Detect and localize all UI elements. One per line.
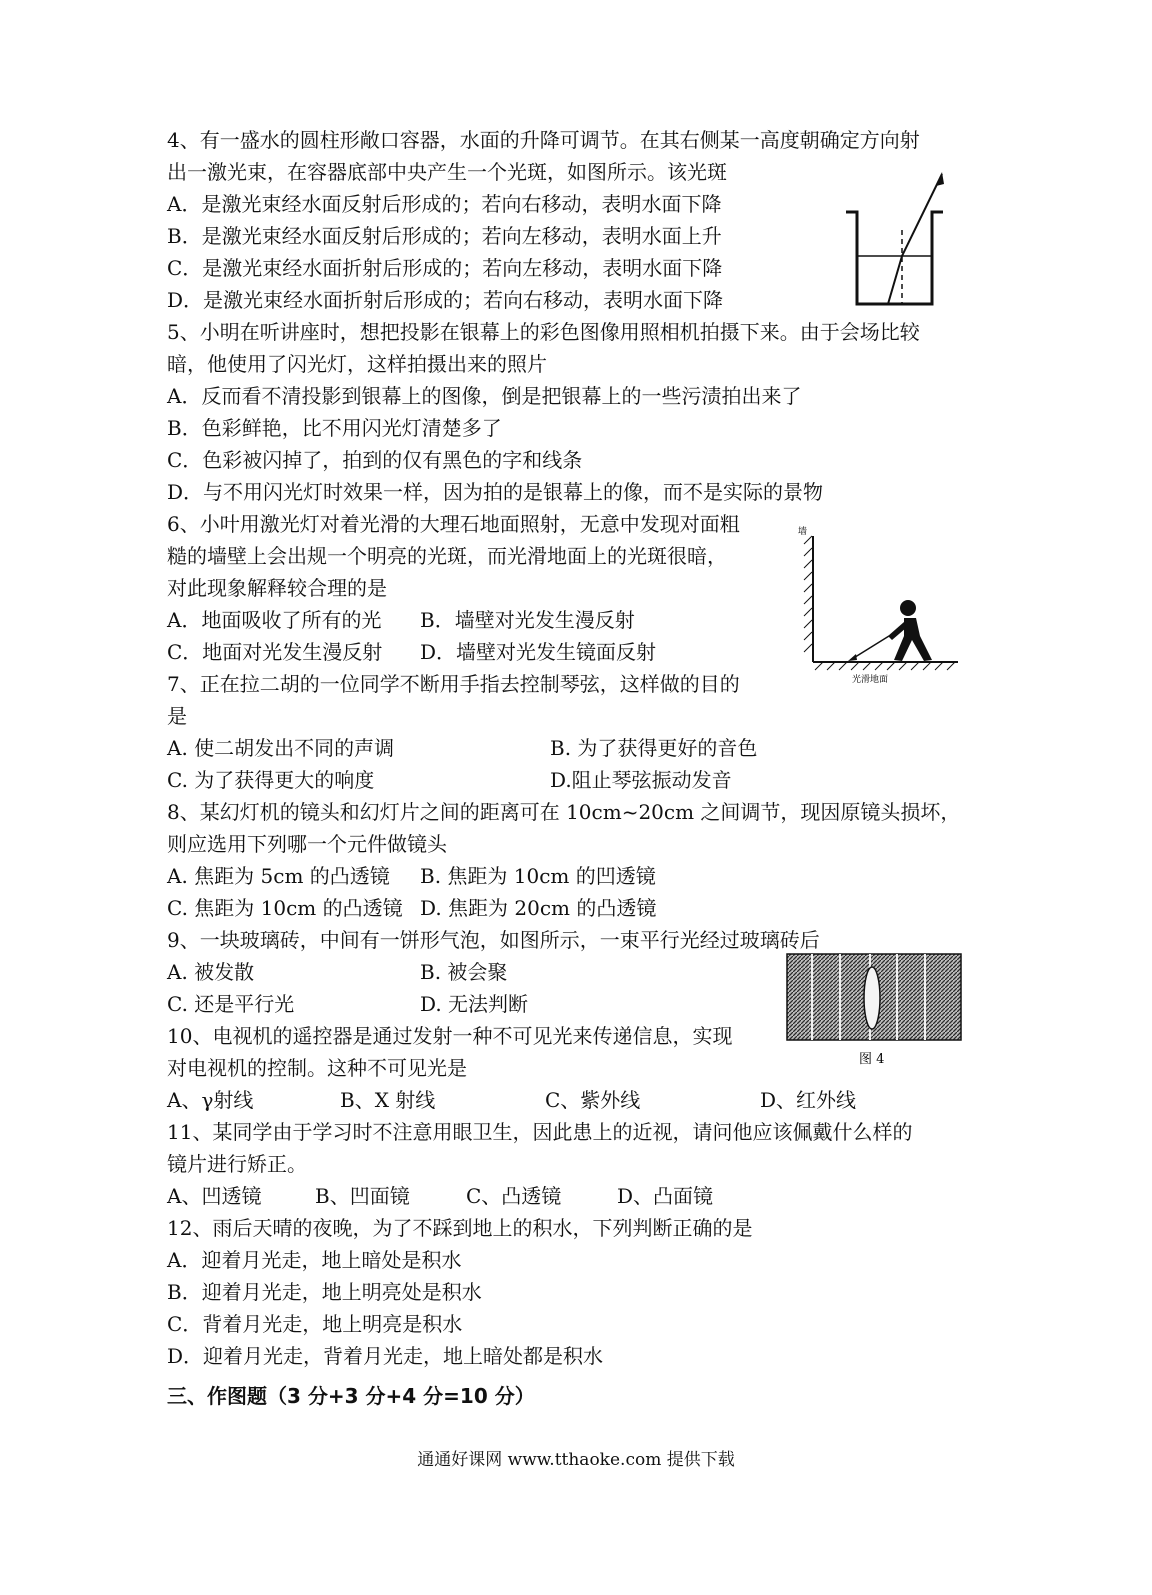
q11-option-b: B、凹面镜 [315,1184,410,1208]
q8-option-a: A. 焦距为 5cm 的凸透镜 [167,864,390,888]
q6-option-a: A．地面吸收了所有的光 [167,608,382,632]
q8-stem-line2: 则应选用下列哪一个元件做镜头 [167,832,447,856]
q7-option-a: A. 使二胡发出不同的声调 [167,736,395,760]
q8-stem-line1: 8、某幻灯机的镜头和幻灯片之间的距离可在 10cm~20cm 之间调节，现因原镜头损坏， [167,800,961,824]
q4-option-c: C．是激光束经水面折射后形成的；若向左移动，表明水面下降 [167,256,723,280]
q10-option-c: C、紫外线 [545,1088,641,1112]
q9-option-d: D. 无法判断 [420,992,529,1016]
q7-stem-line2: 是 [167,704,187,728]
q6-option-d: D．墙壁对光发生镜面反射 [420,640,657,664]
q10-option-b: B、X 射线 [340,1088,436,1112]
q7-stem-line1: 7、正在拉二胡的一位同学不断用手指去控制琴弦，这样做的目的 [167,672,740,696]
q9-figure-label: 图 4 [859,1052,885,1067]
q6-stem-line3: 对此现象解释较合理的是 [167,576,387,600]
q4-option-a: A．是激光束经水面反射后形成的；若向右移动，表明水面下降 [167,192,722,216]
q9-glass-brick-figure [785,952,965,1070]
q9-option-a: A. 被发散 [167,960,255,984]
q4-stem-line1: 4、有一盛水的圆柱形敞口容器，水面的升降可调节。在其右侧某一高度朝确定方向射 [167,128,920,152]
q6-wall-floor-figure [790,522,960,687]
q11-stem-line1: 11、某同学由于学习时不注意用眼卫生，因此患上的近视，请问他应该佩戴什么样的 [167,1120,913,1144]
q5-stem-line1: 5、小明在听讲座时，想把投影在银幕上的彩色图像用照相机拍摄下来。由于会场比较 [167,320,920,344]
q6-figure-wall-label: 墙 [798,527,808,537]
q5-option-b: B．色彩鲜艳，比不用闪光灯清楚多了 [167,416,502,440]
q9-stem-line1: 9、一块玻璃砖，中间有一饼形气泡，如图所示，一束平行光经过玻璃砖后 [167,928,820,952]
q10-option-d: D、红外线 [760,1088,857,1112]
q11-option-a: A、凹透镜 [167,1184,262,1208]
q11-option-c: C、凸透镜 [466,1184,562,1208]
q4-stem-line2: 出一激光束，在容器底部中央产生一个光斑，如图所示。该光斑 [167,160,727,184]
q5-option-d: D．与不用闪光灯时效果一样，因为拍的是银幕上的像，而不是实际的景物 [167,480,824,504]
q12-option-c: C．背着月光走，地上明亮是积水 [167,1312,463,1336]
q11-option-d: D、凸面镜 [617,1184,714,1208]
q8-option-b: B. 焦距为 10cm 的凹透镜 [420,864,656,888]
q12-option-d: D．迎着月光走，背着月光走，地上暗处都是积水 [167,1344,604,1368]
q6-option-b: B．墙壁对光发生漫反射 [420,608,635,632]
q6-figure-floor-label: 光滑地面 [852,675,889,685]
q10-stem-line1: 10、电视机的遥控器是通过发射一种不可见光来传递信息，实现 [167,1024,733,1048]
q5-option-a: A．反而看不清投影到银幕上的图像，倒是把银幕上的一些污渍拍出来了 [167,384,802,408]
q12-option-a: A．迎着月光走，地上暗处是积水 [167,1248,462,1272]
q7-option-b: B. 为了获得更好的音色 [550,736,758,760]
q4-container-figure [840,170,950,310]
page-footer: 通通好课网 www.tthaoke.com 提供下载 [417,1450,735,1470]
q4-option-d: D．是激光束经水面折射后形成的；若向右移动，表明水面下降 [167,288,724,312]
q5-stem-line2: 暗，他使用了闪光灯，这样拍摄出来的照片 [167,352,547,376]
q10-option-a: A、γ射线 [167,1088,254,1112]
q11-stem-line2: 镜片进行矫正。 [167,1152,307,1176]
q6-stem-line1: 6、小叶用激光灯对着光滑的大理石地面照射，无意中发现对面粗 [167,512,740,536]
q8-option-d: D. 焦距为 20cm 的凸透镜 [420,896,657,920]
q4-option-b: B．是激光束经水面反射后形成的；若向左移动，表明水面上升 [167,224,722,248]
q6-stem-line2: 糙的墙壁上会出规一个明亮的光斑，而光滑地面上的光斑很暗， [167,544,727,568]
q12-option-b: B．迎着月光走，地上明亮处是积水 [167,1280,482,1304]
q5-option-c: C．色彩被闪掉了，拍到的仅有黑色的字和线条 [167,448,583,472]
q9-option-c: C. 还是平行光 [167,992,295,1016]
section-3-heading: 三、作图题（3 分+3 分+4 分=10 分） [167,1384,535,1408]
q10-stem-line2: 对电视机的控制。这种不可见光是 [167,1056,467,1080]
q7-option-c: C. 为了获得更大的响度 [167,768,375,792]
q6-option-c: C．地面对光发生漫反射 [167,640,383,664]
q7-option-d: D.阻止琴弦振动发音 [550,768,732,792]
q12-stem-line1: 12、雨后天晴的夜晚，为了不踩到地上的积水，下列判断正确的是 [167,1216,753,1240]
q9-option-b: B. 被会聚 [420,960,508,984]
q8-option-c: C. 焦距为 10cm 的凸透镜 [167,896,403,920]
